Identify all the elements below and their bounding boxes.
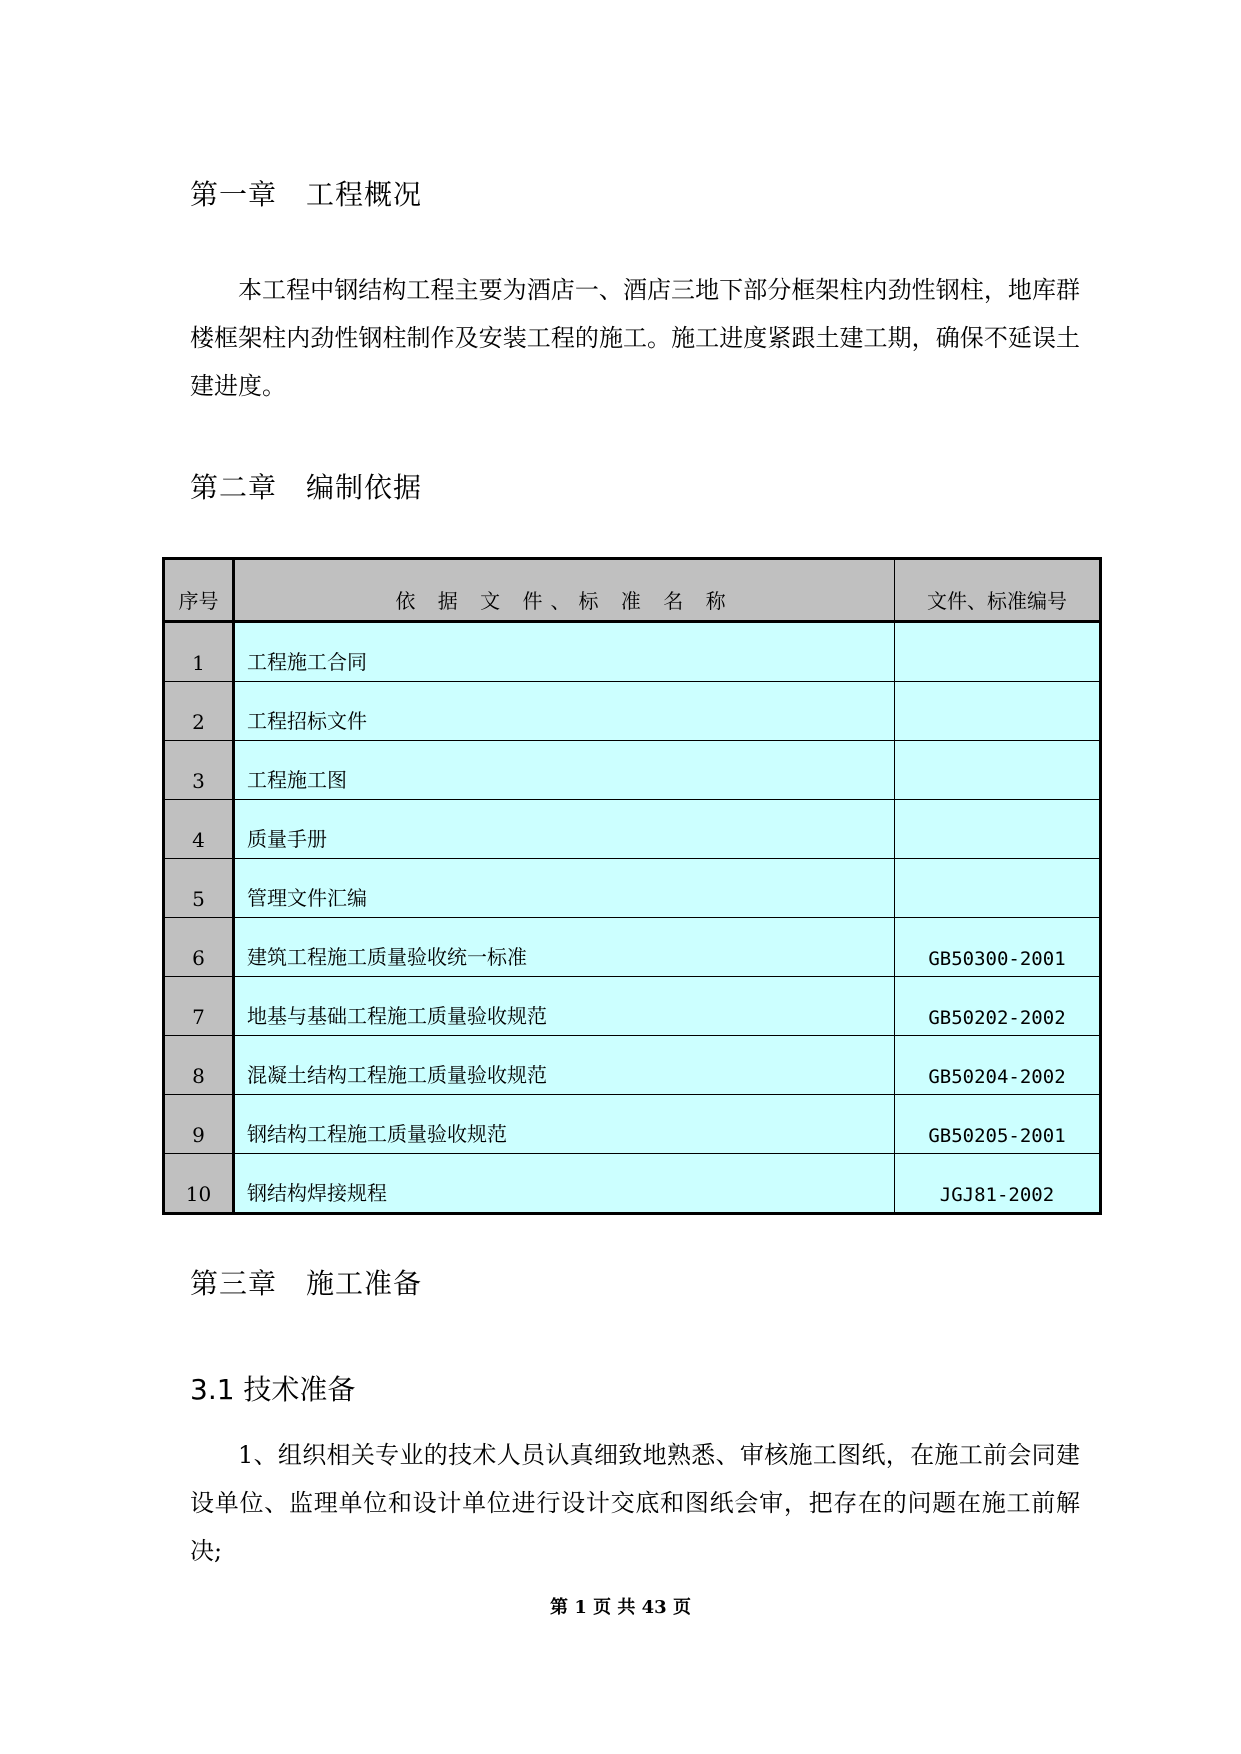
row-code: JGJ81-2002 <box>895 1154 1101 1214</box>
section-3-1-title: 3.1 技术准备 <box>190 1373 356 1406</box>
basis-table <box>162 557 1102 1215</box>
chapter1-paragraph: 本工程中钢结构工程主要为酒店一、酒店三地下部分框架柱内劲性钢柱，地库群楼框架柱内劲性钢柱制作及安装工程的施工。施工进度紧跟土建工期，确保不延误土建进度。 <box>190 276 1080 400</box>
row-name: 钢结构工程施工质量验收规范 <box>234 1095 895 1154</box>
header-code: 文件、标准编号 <box>895 559 1101 622</box>
row-name: 钢结构焊接规程 <box>234 1154 895 1214</box>
row-code: GB50204-2002 <box>895 1036 1101 1095</box>
table-row <box>164 859 1101 918</box>
row-name: 建筑工程施工质量验收统一标准 <box>234 918 895 977</box>
table-row <box>164 1095 1101 1154</box>
row-name: 地基与基础工程施工质量验收规范 <box>234 977 895 1036</box>
header-name: 依 据 文 件、标 准 名 称 <box>234 559 895 622</box>
chapter3-title: 第三章 施工准备 <box>190 1267 423 1300</box>
table-row <box>164 977 1101 1036</box>
header-no: 序号 <box>164 559 234 622</box>
row-code <box>895 741 1101 800</box>
row-no: 3 <box>164 741 234 800</box>
table-row <box>164 918 1101 977</box>
row-code: GB50300-2001 <box>895 918 1101 977</box>
row-no: 7 <box>164 977 234 1036</box>
row-name: 工程招标文件 <box>234 682 895 741</box>
row-no: 4 <box>164 800 234 859</box>
chapter2-title: 第二章 编制依据 <box>190 471 423 504</box>
table-row <box>164 800 1101 859</box>
chapter1-title: 第一章 工程概况 <box>190 178 423 211</box>
row-no: 10 <box>164 1154 234 1214</box>
row-name: 工程施工图 <box>234 741 895 800</box>
row-name: 质量手册 <box>234 800 895 859</box>
table-row <box>164 741 1101 800</box>
row-code <box>895 622 1101 682</box>
row-no: 1 <box>164 622 234 682</box>
page-footer: 第 1 页 共 43 页 <box>550 1597 691 1618</box>
row-name: 工程施工合同 <box>234 622 895 682</box>
row-no: 6 <box>164 918 234 977</box>
row-no: 2 <box>164 682 234 741</box>
row-code <box>895 682 1101 741</box>
table-row <box>164 682 1101 741</box>
row-code <box>895 859 1101 918</box>
row-code: GB50205-2001 <box>895 1095 1101 1154</box>
table-row <box>164 622 1101 682</box>
table-row <box>164 1154 1101 1214</box>
row-name: 混凝土结构工程施工质量验收规范 <box>234 1036 895 1095</box>
chapter3-paragraph: 1、组织相关专业的技术人员认真细致地熟悉、审核施工图纸，在施工前会同建设单位、监理单位和设计单位进行设计交底和图纸会审，把存在的问题在施工前解决; <box>190 1441 1080 1565</box>
row-name: 管理文件汇编 <box>234 859 895 918</box>
row-no: 8 <box>164 1036 234 1095</box>
table-header-row <box>164 559 1101 622</box>
row-code: GB50202-2002 <box>895 977 1101 1036</box>
row-code <box>895 800 1101 859</box>
row-no: 9 <box>164 1095 234 1154</box>
table-row <box>164 1036 1101 1095</box>
row-no: 5 <box>164 859 234 918</box>
